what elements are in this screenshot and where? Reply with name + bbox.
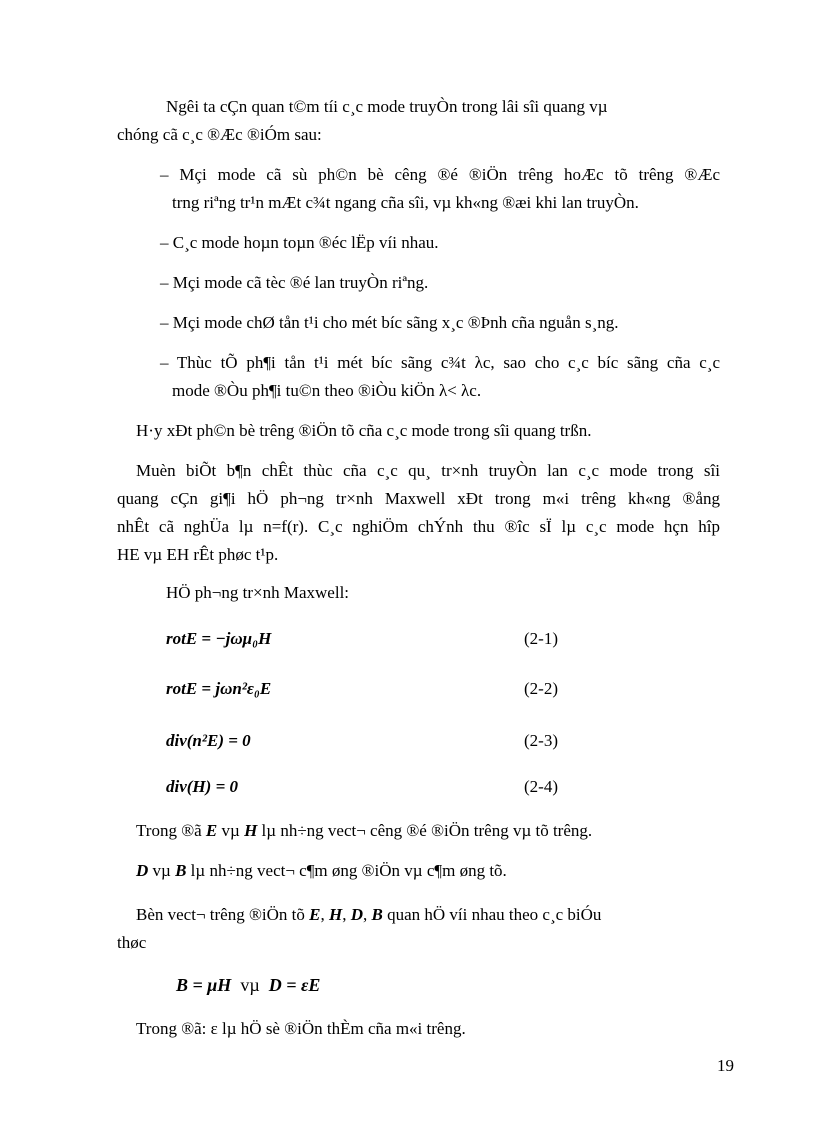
equation-number-2-2: (2-2) [524, 679, 558, 698]
bullet-3: – Mçi mode cã tèc ®é lan truyÒn riªng. [160, 273, 429, 292]
equation-2-1: rotE = −jωμ₀H [166, 629, 272, 648]
page-number: 19 [717, 1056, 734, 1075]
vector-e: E [205, 821, 218, 840]
equation-2-3: div(n²E) = 0 [166, 731, 251, 750]
paragraph-maxwell-line-3: nhÊt cã nghÜa lµ n=f(r). C¸c nghiÖm chÝnh thu ®îc sÏ lµ c¸c mode hçn hîp [117, 517, 720, 536]
paragraph-permittivity: Trong ®ã: ε lµ hÖ sè ®iÖn thÈm cña m«i trêng. [136, 1019, 466, 1038]
equation-number-2-1: (2-1) [524, 629, 558, 648]
constitutive-relations: B = μH vµ D = εE [176, 975, 321, 995]
paragraph-field-distribution: H·y xÐt ph©n bè trêng ®iÖn tõ cña c¸c mode trong sîi quang trßn. [136, 421, 592, 440]
paragraph-maxwell-line-1: Muèn biÕt b¶n chÊt thùc cña c¸c qu¸ tr×nh truyÒn lan c¸c mode trong sîi [136, 461, 720, 480]
paragraph-d-b-definition: D vµ B lµ nh÷ng vect¬ c¶m øng ®iÖn vµ c¶m øng tõ. [136, 861, 507, 880]
paragraph-four-vectors-line-1: Bèn vect¬ trêng ®iÖn tõ E, H, D, B quan hÖ víi nhau theo c¸c biÓu [136, 905, 602, 924]
bullet-1-line-2: trng riªng tr¹n mÆt c¾t ngang cña sîi, vµ kh«ng ®æi khi lan truyÒn. [172, 193, 639, 212]
equation-number-2-4: (2-4) [524, 777, 558, 796]
equation-number-2-3: (2-3) [524, 731, 558, 750]
equation-2-2: rotE = jωn²ε₀E [166, 679, 272, 698]
vector-d: D [136, 861, 149, 880]
paragraph-maxwell-line-4: HE vµ EH rÊt phøc t¹p. [117, 545, 279, 564]
bullet-5-line-1: – Thùc tÕ ph¶i tån t¹i mét bíc sãng c¾t λc, sao cho c¸c bíc sãng cña c¸c [160, 353, 720, 372]
bullet-5-line-2: mode ®Òu ph¶i tu©n theo ®iÒu kiÖn λ< λc. [172, 381, 482, 400]
bullet-2: – C¸c mode hoµn toµn ®éc lËp víi nhau. [160, 233, 439, 252]
bullet-1-line-1: – Mçi mode cã sù ph©n bè cêng ®é ®iÖn trêng hoÆc tõ trêng ®Æc [160, 165, 720, 184]
paragraph-intro-line-1: Ngêi ta cÇn quan t©m tíi c¸c mode truyÒn trong lâi sîi quang vµ [166, 97, 608, 116]
bullet-4: – Mçi mode chØ tån t¹i cho mét bíc sãng x¸c ®Þnh cña nguån s¸ng. [160, 313, 619, 332]
paragraph-four-vectors-line-2: thøc [117, 933, 147, 952]
equation-2-4: div(H) = 0 [166, 777, 239, 796]
vector-b: B [175, 861, 187, 880]
paragraph-maxwell-line-2: quang cÇn gi¶i hÖ ph¬ng tr×nh Maxwell xÐt trong m«i trêng kh«ng ®ång [117, 489, 720, 508]
vector-h: H [244, 821, 258, 840]
equations-heading: HÖ ph¬ng tr×nh Maxwell: [166, 583, 350, 602]
paragraph-e-h-definition: Trong ®ã E vµ H lµ nh÷ng vect¬ cêng ®é ®iÖn trêng vµ tõ trêng. [136, 821, 593, 840]
paragraph-intro-line-2: chóng cã c¸c ®Æc ®iÓm sau: [117, 125, 322, 144]
